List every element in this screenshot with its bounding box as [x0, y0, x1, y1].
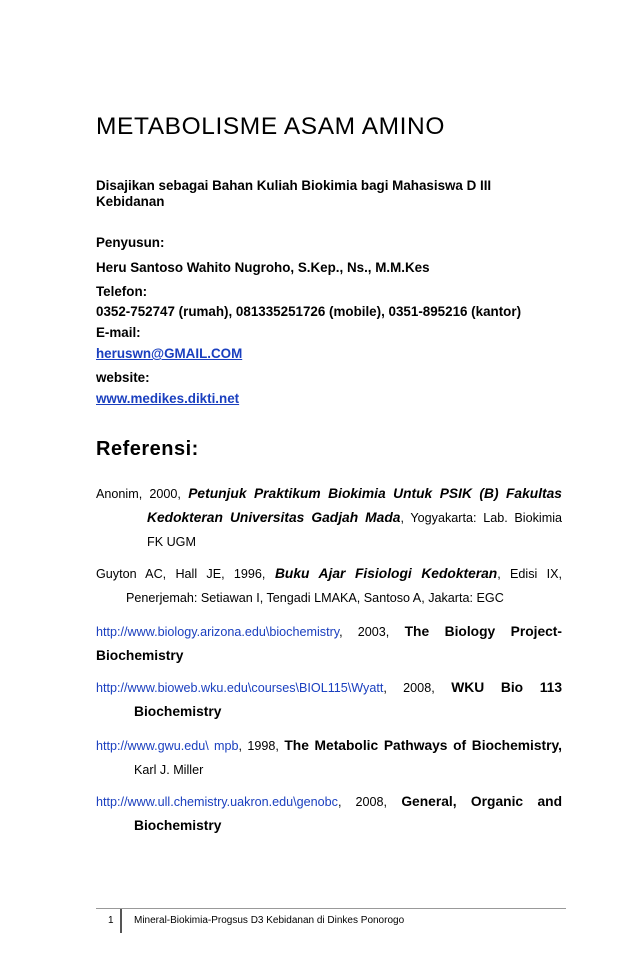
email-label: E-mail:	[96, 325, 141, 340]
ref-title: Buku Ajar Fisiologi Kedokteran	[274, 566, 498, 581]
phone-value: 0352-752747 (rumah), 081335251726 (mobile), 0351-895216 (kantor)	[96, 304, 522, 319]
phone-label: Telefon:	[96, 284, 148, 299]
author-name: Heru Santoso Wahito Nugroho, S.Kep., Ns., M.M.Kes	[96, 260, 430, 275]
footer-divider	[120, 909, 122, 933]
website-label: website:	[96, 370, 150, 385]
ref-url-link[interactable]: http://www.biology.arizona.edu\biochemistry	[96, 625, 340, 639]
subtitle-line-1: Disajikan sebagai Bahan Kuliah Biokimia bagi Mahasiswa D III	[96, 178, 492, 193]
ref-publisher: , Edisi IX, Penerjemah: Setiawan I, Tengadi LMAKA, Santoso A, Jakarta: EGC	[126, 567, 562, 605]
ref-year: , 1998,	[238, 739, 279, 753]
ref-year: , 2003,	[339, 625, 390, 639]
ref-title: WKU Bio 113 Biochemistry	[134, 680, 562, 719]
ref-title: The Biology Project-Biochemistry	[96, 624, 563, 663]
ref-url-link[interactable]: http://www.ull.chemistry.uakron.edu\genobc	[96, 795, 338, 809]
references-heading: Referensi:	[96, 438, 199, 460]
document-title: METABOLISME ASAM AMINO	[96, 113, 446, 140]
reference-item	[96, 734, 562, 782]
ref-publisher: Karl J. Miller	[134, 763, 204, 777]
footer-text: Mineral-Biokimia-Progsus D3 Kebidanan di Dinkes Ponorogo	[134, 915, 405, 926]
ref-year: , 2008,	[337, 795, 388, 809]
reference-item	[96, 676, 562, 724]
subtitle-line-2: Kebidanan	[96, 194, 165, 209]
reference-item	[96, 790, 562, 838]
author-label: Penyusun:	[96, 235, 165, 250]
ref-year: , 2008,	[383, 681, 435, 695]
page-number: 1	[108, 915, 114, 926]
ref-author-year: Anonim, 2000,	[96, 487, 181, 501]
page-footer	[96, 908, 566, 933]
ref-title: Petunjuk Praktikum Biokimia Untuk PSIK (B) Fakultas Kedokteran Universitas Gadjah Mada	[147, 486, 562, 525]
reference-item	[96, 620, 562, 668]
email-link[interactable]: heruswn@GMAIL.COM	[96, 346, 243, 361]
website-link[interactable]: www.medikes.dikti.net	[96, 391, 240, 406]
ref-url-link[interactable]: http://www.bioweb.wku.edu\courses\BIOL115\Wyatt	[96, 681, 384, 695]
ref-title: General, Organic and Biochemistry	[134, 794, 562, 833]
ref-publisher: , Yogyakarta: Lab. Biokimia FK UGM	[147, 511, 562, 549]
ref-author-year: Guyton AC, Hall JE, 1996,	[96, 567, 266, 581]
ref-title: The Metabolic Pathways of Biochemistry,	[284, 738, 562, 753]
reference-item	[96, 482, 562, 554]
ref-url-link[interactable]: http://www.gwu.edu\ mpb	[96, 739, 239, 753]
reference-item	[96, 562, 562, 610]
